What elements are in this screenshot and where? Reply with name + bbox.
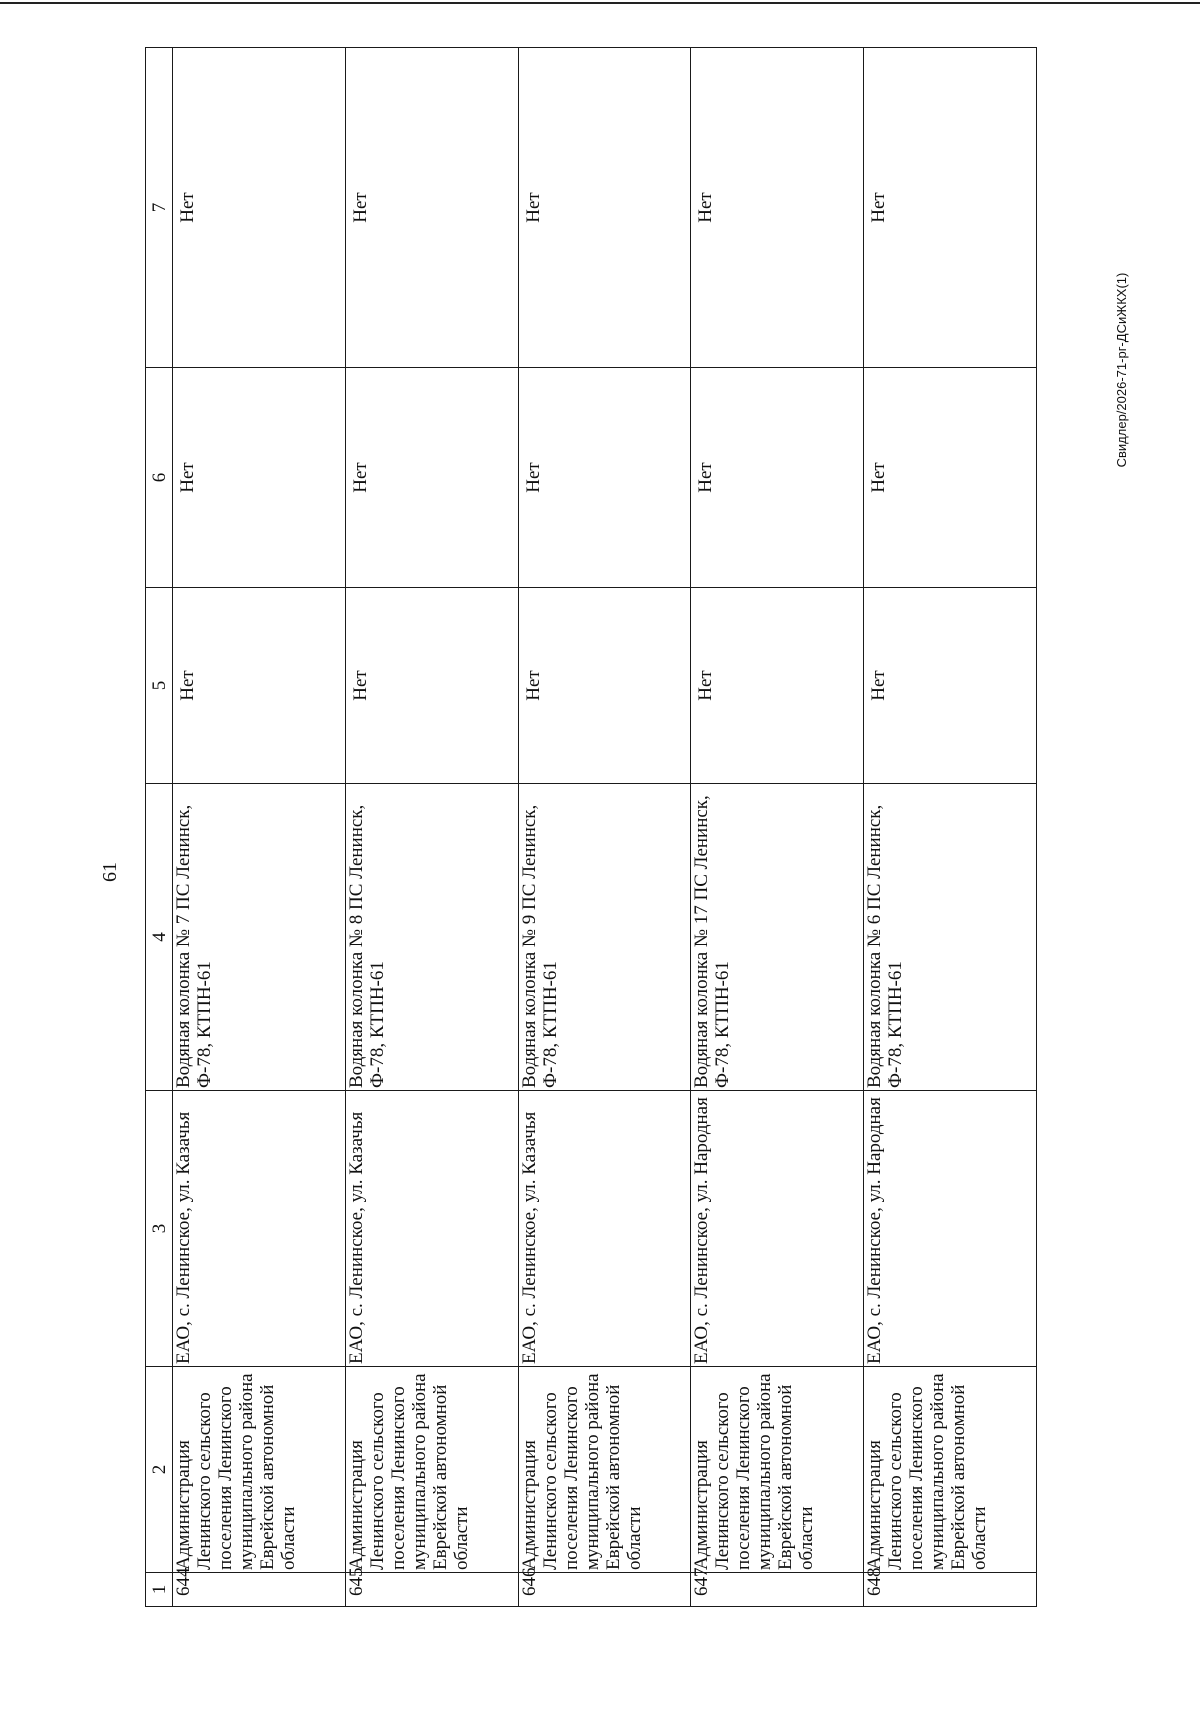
row-number: 644 <box>173 1573 346 1607</box>
document-code: Свидлер/2026-71-рг-ДСиЖКХ(1) <box>1114 272 1129 468</box>
address-cell: ЕАО, с. Ленинское, ул. Казачья <box>173 1091 346 1367</box>
column-6-cell: Нет <box>691 368 864 588</box>
row-number: 648 <box>864 1573 1037 1607</box>
column-7-cell: Нет <box>691 48 864 368</box>
column-6-cell: Нет <box>864 368 1037 588</box>
address-cell: ЕАО, с. Ленинское, ул. Казачья <box>345 1091 518 1367</box>
header-row <box>146 48 173 1607</box>
column-header-2: 2 <box>146 1367 173 1573</box>
object-cell: Водяная колонка № 7 ПС Ленинск, Ф-78, КТПН-61 <box>173 784 346 1091</box>
column-7-cell: Нет <box>864 48 1037 368</box>
organization-cell: Администрация Ленинского сельского поселения Ленинского муниципального района Еврейской автономной области <box>173 1367 346 1573</box>
row-number: 647 <box>691 1573 864 1607</box>
page-number: 61 <box>99 862 121 882</box>
table-row <box>864 48 1037 1607</box>
table-row <box>518 48 691 1607</box>
column-7-cell: Нет <box>518 48 691 368</box>
organization-cell: Администрация Ленинского сельского поселения Ленинского муниципального района Еврейской автономной области <box>345 1367 518 1573</box>
column-header-7: 7 <box>146 48 173 368</box>
column-7-cell: Нет <box>345 48 518 368</box>
table-frame <box>145 48 1037 1607</box>
column-5-cell: Нет <box>691 588 864 784</box>
column-5-cell: Нет <box>345 588 518 784</box>
column-6-cell: Нет <box>518 368 691 588</box>
column-6-cell: Нет <box>173 368 346 588</box>
row-number: 646 <box>518 1573 691 1607</box>
address-cell: ЕАО, с. Ленинское, ул. Народная <box>864 1091 1037 1367</box>
column-header-3: 3 <box>146 1091 173 1367</box>
address-cell: ЕАО, с. Ленинское, ул. Народная <box>691 1091 864 1367</box>
address-cell: ЕАО, с. Ленинское, ул. Казачья <box>518 1091 691 1367</box>
organization-cell: Администрация Ленинского сельского поселения Ленинского муниципального района Еврейской автономной области <box>864 1367 1037 1573</box>
organization-cell: Администрация Ленинского сельского поселения Ленинского муниципального района Еврейской автономной области <box>691 1367 864 1573</box>
table-row <box>691 48 864 1607</box>
column-7-cell: Нет <box>173 48 346 368</box>
rotated-table-container <box>145 48 1037 1607</box>
column-5-cell: Нет <box>518 588 691 784</box>
organization-cell: Администрация Ленинского сельского поселения Ленинского муниципального района Еврейской автономной области <box>518 1367 691 1573</box>
object-cell: Водяная колонка № 9 ПС Ленинск, Ф-78, КТПН-61 <box>518 784 691 1091</box>
column-5-cell: Нет <box>173 588 346 784</box>
object-cell: Водяная колонка № 6 ПС Ленинск, Ф-78, КТПН-61 <box>864 784 1037 1091</box>
column-header-5: 5 <box>146 588 173 784</box>
object-cell: Водяная колонка № 17 ПС Ленинск, Ф-78, КТПН-61 <box>691 784 864 1091</box>
table-row <box>173 48 346 1607</box>
row-number: 645 <box>345 1573 518 1607</box>
column-header-1: 1 <box>146 1573 173 1607</box>
table-row <box>345 48 518 1607</box>
top-rule <box>0 2 1200 4</box>
column-header-6: 6 <box>146 368 173 588</box>
column-header-4: 4 <box>146 784 173 1091</box>
object-cell: Водяная колонка № 8 ПС Ленинск, Ф-78, КТПН-61 <box>345 784 518 1091</box>
data-table <box>145 47 1037 1607</box>
column-5-cell: Нет <box>864 588 1037 784</box>
column-6-cell: Нет <box>345 368 518 588</box>
